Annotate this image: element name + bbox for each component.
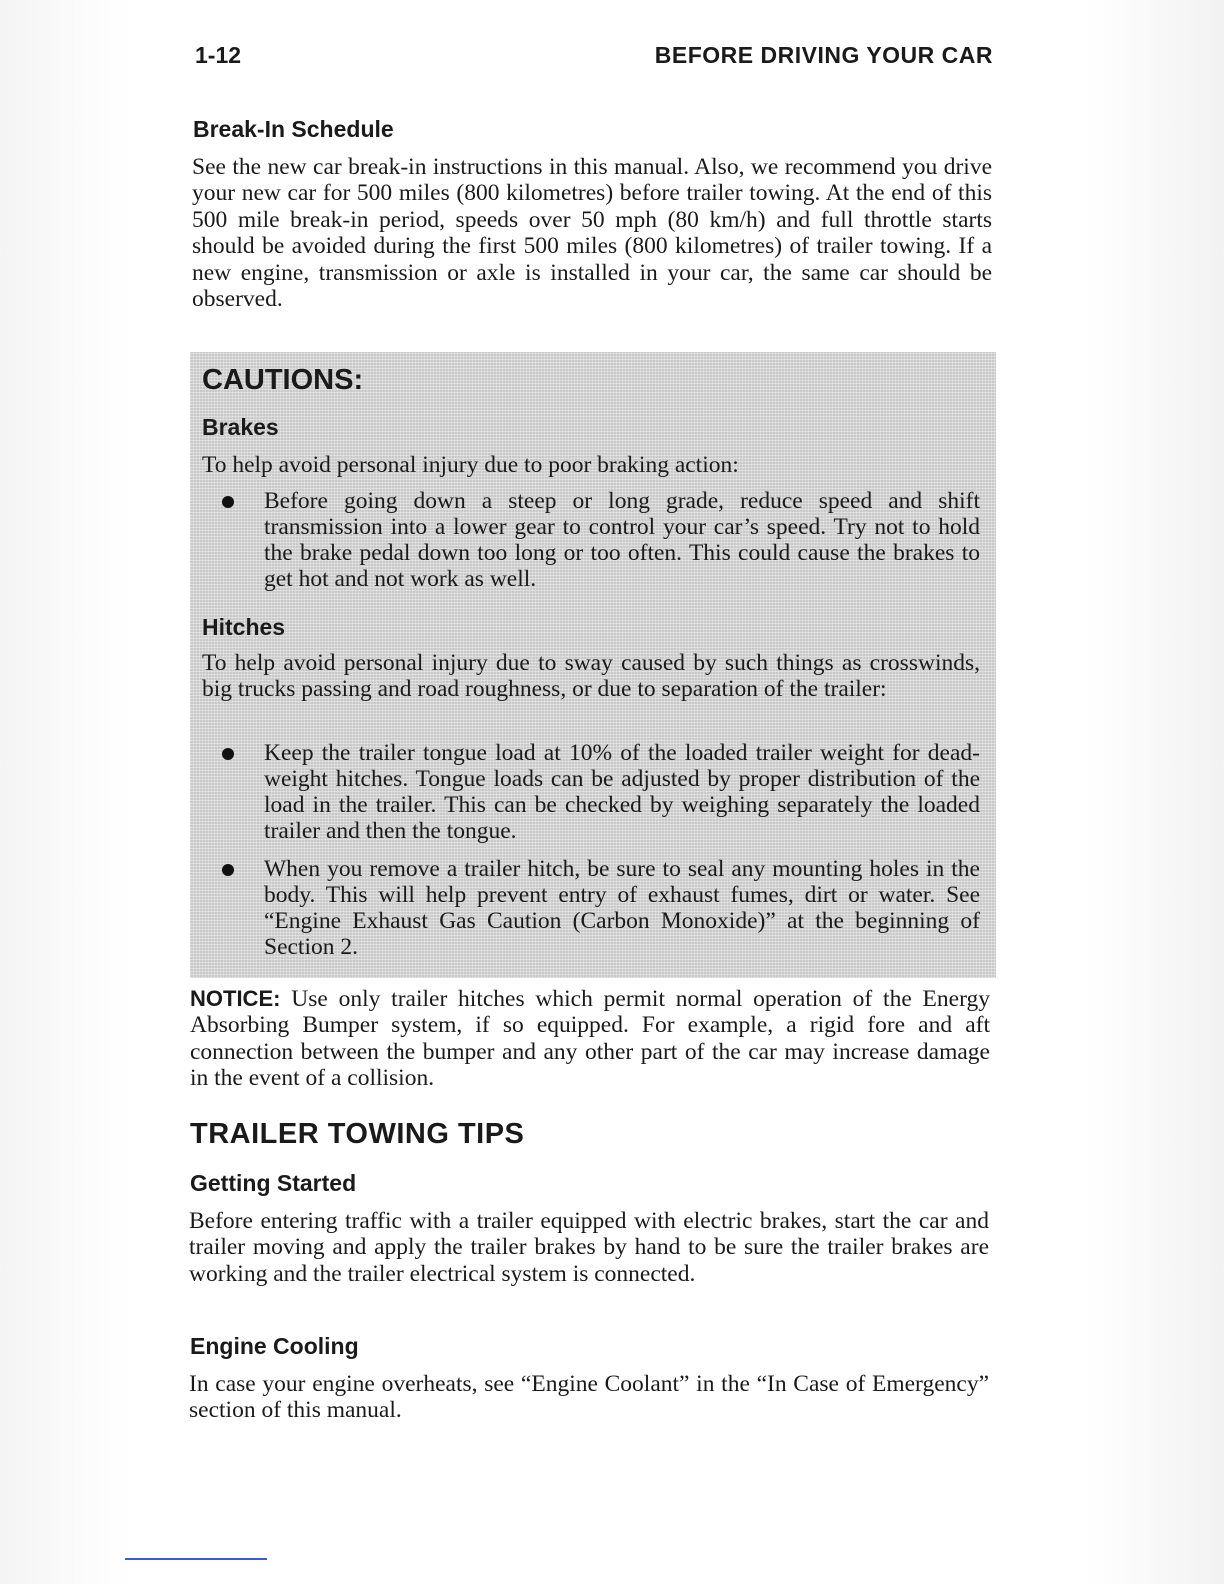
hitches-bullet-1-text: Keep the trailer tongue load at 10% of the loaded trailer weight for dead-weight hitches. Tongue loads can be adjusted by proper distribution of the load in the trailer. This can be checked by weighing separately the loaded trailer and then the tongue. (264, 740, 980, 844)
brakes-bullet-text: Before going down a steep or long grade, reduce speed and shift transmission into a lower gear to control your car’s speed. Try not to hold the brake pedal down too long or too often. This could cause the brakes to get hot and not work as well. (264, 488, 980, 592)
notice-paragraph (190, 986, 990, 1092)
bullet-icon (222, 748, 234, 760)
brakes-bullet (202, 488, 980, 598)
engine-cooling-heading: Engine Cooling (190, 1333, 359, 1359)
break-in-body: See the new car break-in instructions in this manual. Also, we recommend you drive your new car for 500 miles (800 kilometres) before trailer towing. At the end of this 500 mile break-in period, speeds over 50 mph (80 km/h) and full throttle starts should be avoided during the first 500 miles (800 kilometres) of trailer towing. If a new engine, transmission or axle is installed in your car, the same car should be observed. (192, 154, 992, 313)
notice-label: NOTICE: (190, 986, 281, 1011)
cautions-box (190, 352, 996, 978)
bullet-icon (222, 864, 234, 876)
scan-edge-line (125, 1558, 267, 1560)
getting-started-heading: Getting Started (190, 1170, 357, 1196)
break-in-heading: Break-In Schedule (193, 116, 394, 142)
hitches-intro: To help avoid personal injury due to sway caused by such things as crosswinds, big trucks passing and road roughness, or due to separation of the trailer: (202, 650, 980, 702)
page-number: 1-12 (195, 42, 242, 68)
bullet-icon (222, 496, 234, 508)
hitches-bullet-1 (202, 740, 980, 850)
notice-body: Use only trailer hitches which permit normal operation of the Energy Absorbing Bumper system, if so equipped. For example, a rigid fore and aft connection between the bumper and any other part of the car may increase damage in the event of a collision. (190, 986, 990, 1092)
page-shadow-right (1084, 0, 1224, 1584)
cautions-title: CAUTIONS: (202, 364, 364, 396)
running-header (195, 42, 993, 72)
getting-started-body: Before entering traffic with a trailer equipped with electric brakes, start the car and trailer moving and apply the trailer brakes by hand to be sure the trailer brakes are working and the trailer electrical system is connected. (189, 1208, 989, 1287)
hitches-heading: Hitches (202, 614, 286, 640)
brakes-heading: Brakes (202, 414, 279, 440)
engine-cooling-body: In case your engine overheats, see “Engine Coolant” in the “In Case of Emergency” section of this manual. (189, 1371, 989, 1424)
hitches-bullet-2 (202, 856, 980, 966)
hitches-bullet-2-text: When you remove a trailer hitch, be sure to seal any mounting holes in the body. This will help prevent entry of exhaust fumes, dirt or water. See “Engine Exhaust Gas Caution (Carbon Monoxide)” at the beginning of Section 2. (264, 856, 980, 960)
towing-tips-heading: TRAILER TOWING TIPS (190, 1118, 525, 1150)
brakes-intro: To help avoid personal injury due to poor braking action: (202, 452, 739, 478)
page-shadow-left (0, 0, 132, 1584)
section-title: BEFORE DRIVING YOUR CAR (654, 42, 993, 68)
